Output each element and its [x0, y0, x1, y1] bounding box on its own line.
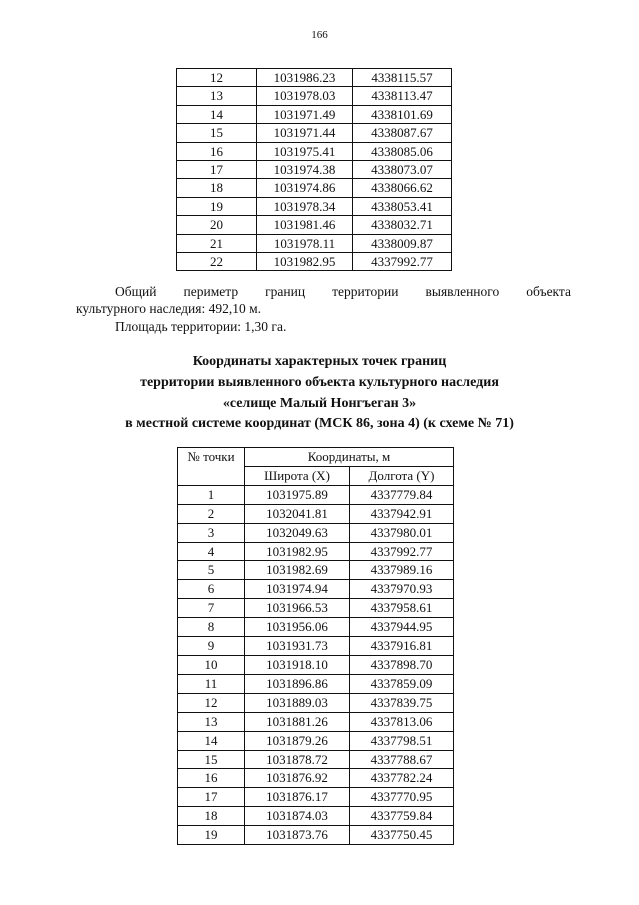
table-row [178, 674, 454, 693]
table-row [178, 826, 454, 845]
table-row [177, 161, 452, 179]
table-row [178, 580, 454, 599]
table-row [178, 599, 454, 618]
longitude-cell: 4338009.87 [353, 234, 452, 252]
table-row [177, 142, 452, 160]
section-heading-line3: «селище Малый Нонгъеган 3» [222, 396, 417, 411]
longitude-cell: 4337992.77 [353, 253, 452, 271]
latitude-cell: 1031896.86 [245, 674, 350, 693]
longitude-cell: 4337859.09 [350, 674, 454, 693]
point-number-cell: 18 [178, 807, 245, 826]
point-number-cell: 14 [178, 731, 245, 750]
latitude-cell: 1031982.69 [245, 561, 350, 580]
longitude-cell: 4337750.45 [350, 826, 454, 845]
table-row [178, 769, 454, 788]
table-row [177, 124, 452, 142]
point-number-cell: 15 [178, 750, 245, 769]
table-row [178, 485, 454, 504]
table-row [178, 731, 454, 750]
table-row [177, 234, 452, 252]
longitude-cell: 4337970.93 [350, 580, 454, 599]
latitude-cell: 1031978.34 [257, 197, 353, 215]
point-number-cell: 19 [178, 826, 245, 845]
latitude-cell: 1032041.81 [245, 504, 350, 523]
longitude-cell: 4337980.01 [350, 523, 454, 542]
longitude-cell: 4337813.06 [350, 712, 454, 731]
longitude-cell: 4337989.16 [350, 561, 454, 580]
table-row [177, 197, 452, 215]
latitude-cell: 1031873.76 [245, 826, 350, 845]
latitude-cell: 1031931.73 [245, 637, 350, 656]
table-row [178, 561, 454, 580]
header-point-number: № точки [178, 448, 245, 486]
longitude-cell: 4337944.95 [350, 618, 454, 637]
longitude-cell: 4337992.77 [350, 542, 454, 561]
table-row [177, 253, 452, 271]
point-number-cell: 17 [178, 788, 245, 807]
longitude-cell: 4337779.84 [350, 485, 454, 504]
latitude-cell: 1031878.72 [245, 750, 350, 769]
point-number-cell: 13 [178, 712, 245, 731]
longitude-cell: 4337759.84 [350, 807, 454, 826]
table-row [177, 69, 452, 87]
longitude-cell: 4338053.41 [353, 197, 452, 215]
longitude-cell: 4337839.75 [350, 693, 454, 712]
longitude-cell: 4337898.70 [350, 655, 454, 674]
table-row [178, 693, 454, 712]
coordinates-table-continued [176, 68, 452, 271]
point-number-cell: 15 [177, 124, 257, 142]
perimeter-text-line2: культурного наследия: 492,10 м. [76, 301, 262, 316]
header-latitude: Широта (X) [245, 466, 350, 485]
point-number-cell: 7 [178, 599, 245, 618]
longitude-cell: 4337798.51 [350, 731, 454, 750]
latitude-cell: 1031876.17 [245, 788, 350, 807]
point-number-cell: 8 [178, 618, 245, 637]
table-row [178, 655, 454, 674]
latitude-cell: 1031879.26 [245, 731, 350, 750]
longitude-cell: 4337942.91 [350, 504, 454, 523]
header-coordinates: Координаты, м [245, 448, 454, 467]
coordinates-table [177, 447, 454, 845]
latitude-cell: 1031966.53 [245, 599, 350, 618]
point-number-cell: 14 [177, 105, 257, 123]
longitude-cell: 4338115.57 [353, 69, 452, 87]
latitude-cell: 1031978.11 [257, 234, 353, 252]
latitude-cell: 1031986.23 [257, 69, 353, 87]
table-row [178, 618, 454, 637]
table-row [178, 712, 454, 731]
point-number-cell: 16 [178, 769, 245, 788]
table-row [178, 637, 454, 656]
area-text: Площадь территории: 1,30 га. [115, 319, 287, 334]
point-number-cell: 9 [178, 637, 245, 656]
perimeter-text-line1: Общий периметр границ территории выявленного объекта [115, 284, 571, 299]
latitude-cell: 1031918.10 [245, 655, 350, 674]
coordinates-table-continued-body [177, 69, 452, 271]
section-heading-line4: в местной системе координат (МСК 86, зона 4) (к схеме № 71) [125, 416, 514, 431]
latitude-cell: 1031978.03 [257, 87, 353, 105]
longitude-cell: 4338073.07 [353, 161, 452, 179]
point-number-cell: 11 [178, 674, 245, 693]
point-number-cell: 19 [177, 197, 257, 215]
table-row [178, 788, 454, 807]
point-number-cell: 22 [177, 253, 257, 271]
latitude-cell: 1031982.95 [257, 253, 353, 271]
table-row [178, 542, 454, 561]
table-row [177, 87, 452, 105]
table-row [177, 179, 452, 197]
point-number-cell: 10 [178, 655, 245, 674]
latitude-cell: 1032049.63 [245, 523, 350, 542]
longitude-cell: 4338066.62 [353, 179, 452, 197]
latitude-cell: 1031889.03 [245, 693, 350, 712]
section-heading-line2: территории выявленного объекта культурного наследия [140, 375, 499, 390]
longitude-cell: 4337788.67 [350, 750, 454, 769]
latitude-cell: 1031971.49 [257, 105, 353, 123]
point-number-cell: 2 [178, 504, 245, 523]
point-number-cell: 6 [178, 580, 245, 599]
latitude-cell: 1031975.89 [245, 485, 350, 504]
point-number-cell: 1 [178, 485, 245, 504]
latitude-cell: 1031874.03 [245, 807, 350, 826]
longitude-cell: 4338087.67 [353, 124, 452, 142]
table-row [178, 504, 454, 523]
page-number: 166 [311, 29, 328, 41]
header-longitude: Долгота (Y) [350, 466, 454, 485]
table-row [177, 216, 452, 234]
latitude-cell: 1031974.86 [257, 179, 353, 197]
latitude-cell: 1031881.26 [245, 712, 350, 731]
table-row [178, 523, 454, 542]
point-number-cell: 17 [177, 161, 257, 179]
point-number-cell: 4 [178, 542, 245, 561]
latitude-cell: 1031876.92 [245, 769, 350, 788]
table-row [178, 750, 454, 769]
longitude-cell: 4337782.24 [350, 769, 454, 788]
latitude-cell: 1031974.38 [257, 161, 353, 179]
point-number-cell: 12 [178, 693, 245, 712]
latitude-cell: 1031981.46 [257, 216, 353, 234]
latitude-cell: 1031974.94 [245, 580, 350, 599]
latitude-cell: 1031982.95 [245, 542, 350, 561]
header-row [178, 448, 454, 467]
latitude-cell: 1031971.44 [257, 124, 353, 142]
point-number-cell: 21 [177, 234, 257, 252]
table-row [177, 105, 452, 123]
point-number-cell: 20 [177, 216, 257, 234]
section-heading-line1: Координаты характерных точек границ [192, 354, 447, 369]
latitude-cell: 1031956.06 [245, 618, 350, 637]
longitude-cell: 4338113.47 [353, 87, 452, 105]
longitude-cell: 4338101.69 [353, 105, 452, 123]
longitude-cell: 4338085.06 [353, 142, 452, 160]
latitude-cell: 1031975.41 [257, 142, 353, 160]
point-number-cell: 5 [178, 561, 245, 580]
point-number-cell: 16 [177, 142, 257, 160]
longitude-cell: 4337958.61 [350, 599, 454, 618]
longitude-cell: 4337770.95 [350, 788, 454, 807]
longitude-cell: 4338032.71 [353, 216, 452, 234]
point-number-cell: 12 [177, 69, 257, 87]
point-number-cell: 3 [178, 523, 245, 542]
coordinates-table-body [178, 485, 454, 844]
point-number-cell: 18 [177, 179, 257, 197]
longitude-cell: 4337916.81 [350, 637, 454, 656]
table-row [178, 807, 454, 826]
point-number-cell: 13 [177, 87, 257, 105]
coordinates-table-header [178, 448, 454, 486]
